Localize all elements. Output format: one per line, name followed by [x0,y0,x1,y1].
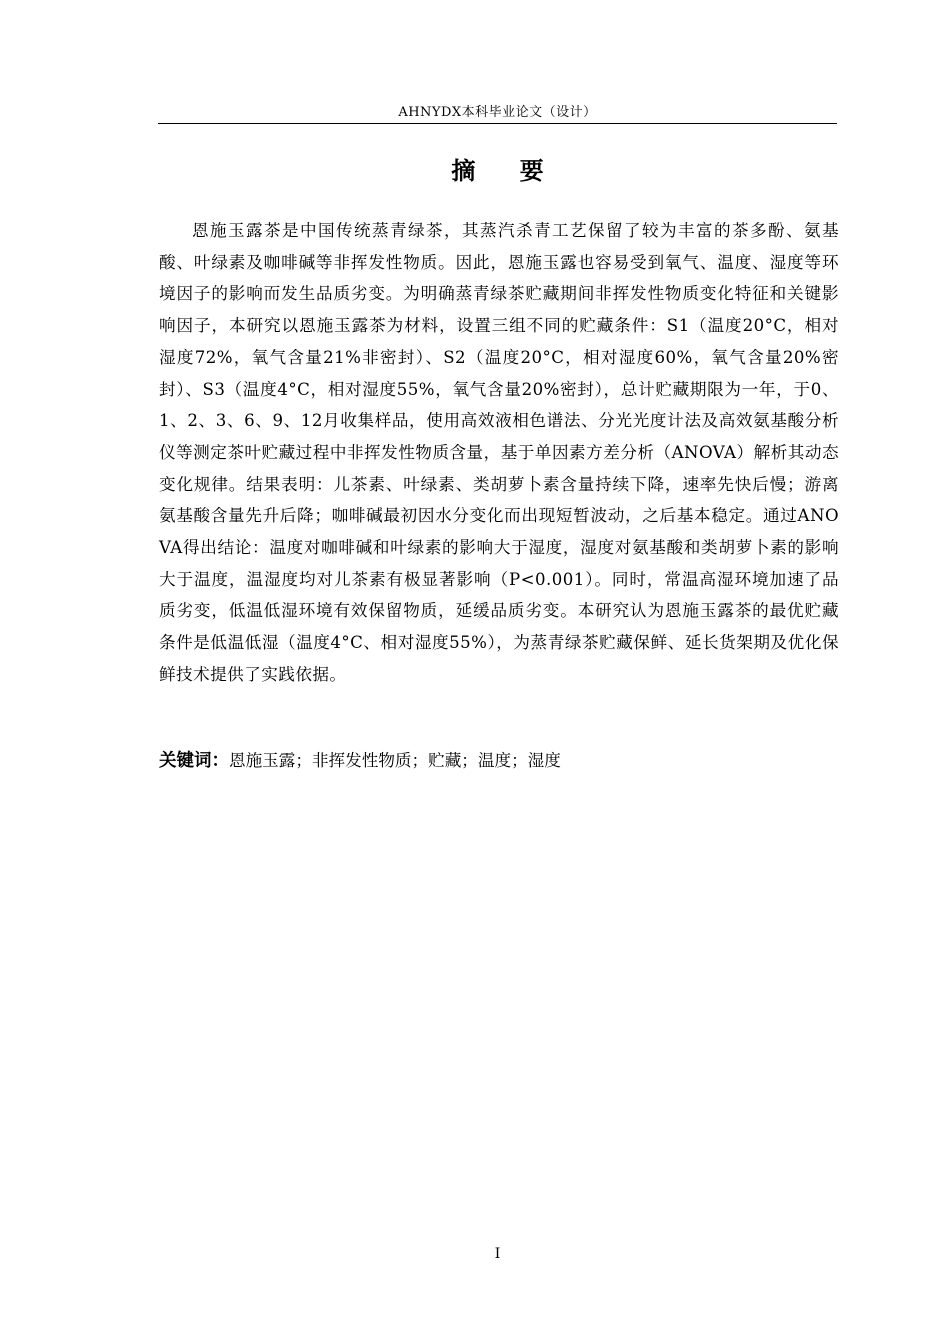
keywords-label: 关键词： [159,751,229,771]
abstract-body: 恩施玉露茶是中国传统蒸青绿茶，其蒸汽杀青工艺保留了较为丰富的茶多酚、氨基酸、叶绿素及咖啡碱等非挥发性物质。因此，恩施玉露也容易受到氧气、温度、湿度等环境因子的影响而发生品质劣变。为明确蒸青绿茶贮藏期间非挥发性物质变化特征和关键影响因子，本研究以恩施玉露茶为材料，设置三组不同的贮藏条件：S1（温度20°C，相对湿度72%，氧气含量21%非密封）、S2（温度20°C，相对湿度60%，氧气含量20%密封）、S3（温度4°C，相对湿度55%，氧气含量20%密封），总计贮藏期限为一年，于0、1、2、3、6、9、12月收集样品，使用高效液相色谱法、分光光度计法及高效氨基酸分析仪等测定茶叶贮藏过程中非挥发性物质含量，基于单因素方差分析（ANOVA）解析其动态变化规律。结果表明：儿茶素、叶绿素、类胡萝卜素含量持续下降，速率先快后慢；游离氨基酸含量先升后降；咖啡碱最初因水分变化而出现短暂波动，之后基本稳定。通过ANOVA得出结论：温度对咖啡碱和叶绿素的影响大于湿度，湿度对氨基酸和类胡萝卜素的影响大于温度，温湿度均对儿茶素有极显著影响（P<0.001）。同时，常温高湿环境加速了品质劣变，低温低湿环境有效保留物质，延缓品质劣变。本研究认为恩施玉露茶的最优贮藏条件是低温低湿（温度4°C、相对湿度55%），为蒸青绿茶贮藏保鲜、延长货架期及优化保鲜技术提供了实践依据。 [159,221,839,684]
keywords-line [159,746,839,776]
abstract-title: 摘 要 [451,157,562,185]
keywords-text: 恩施玉露；非挥发性物质；贮藏；温度；湿度 [229,751,561,770]
page-number: I [494,1246,501,1262]
running-header: AHNYDX本科毕业论文（设计） [398,105,597,120]
header-rule [158,123,837,124]
